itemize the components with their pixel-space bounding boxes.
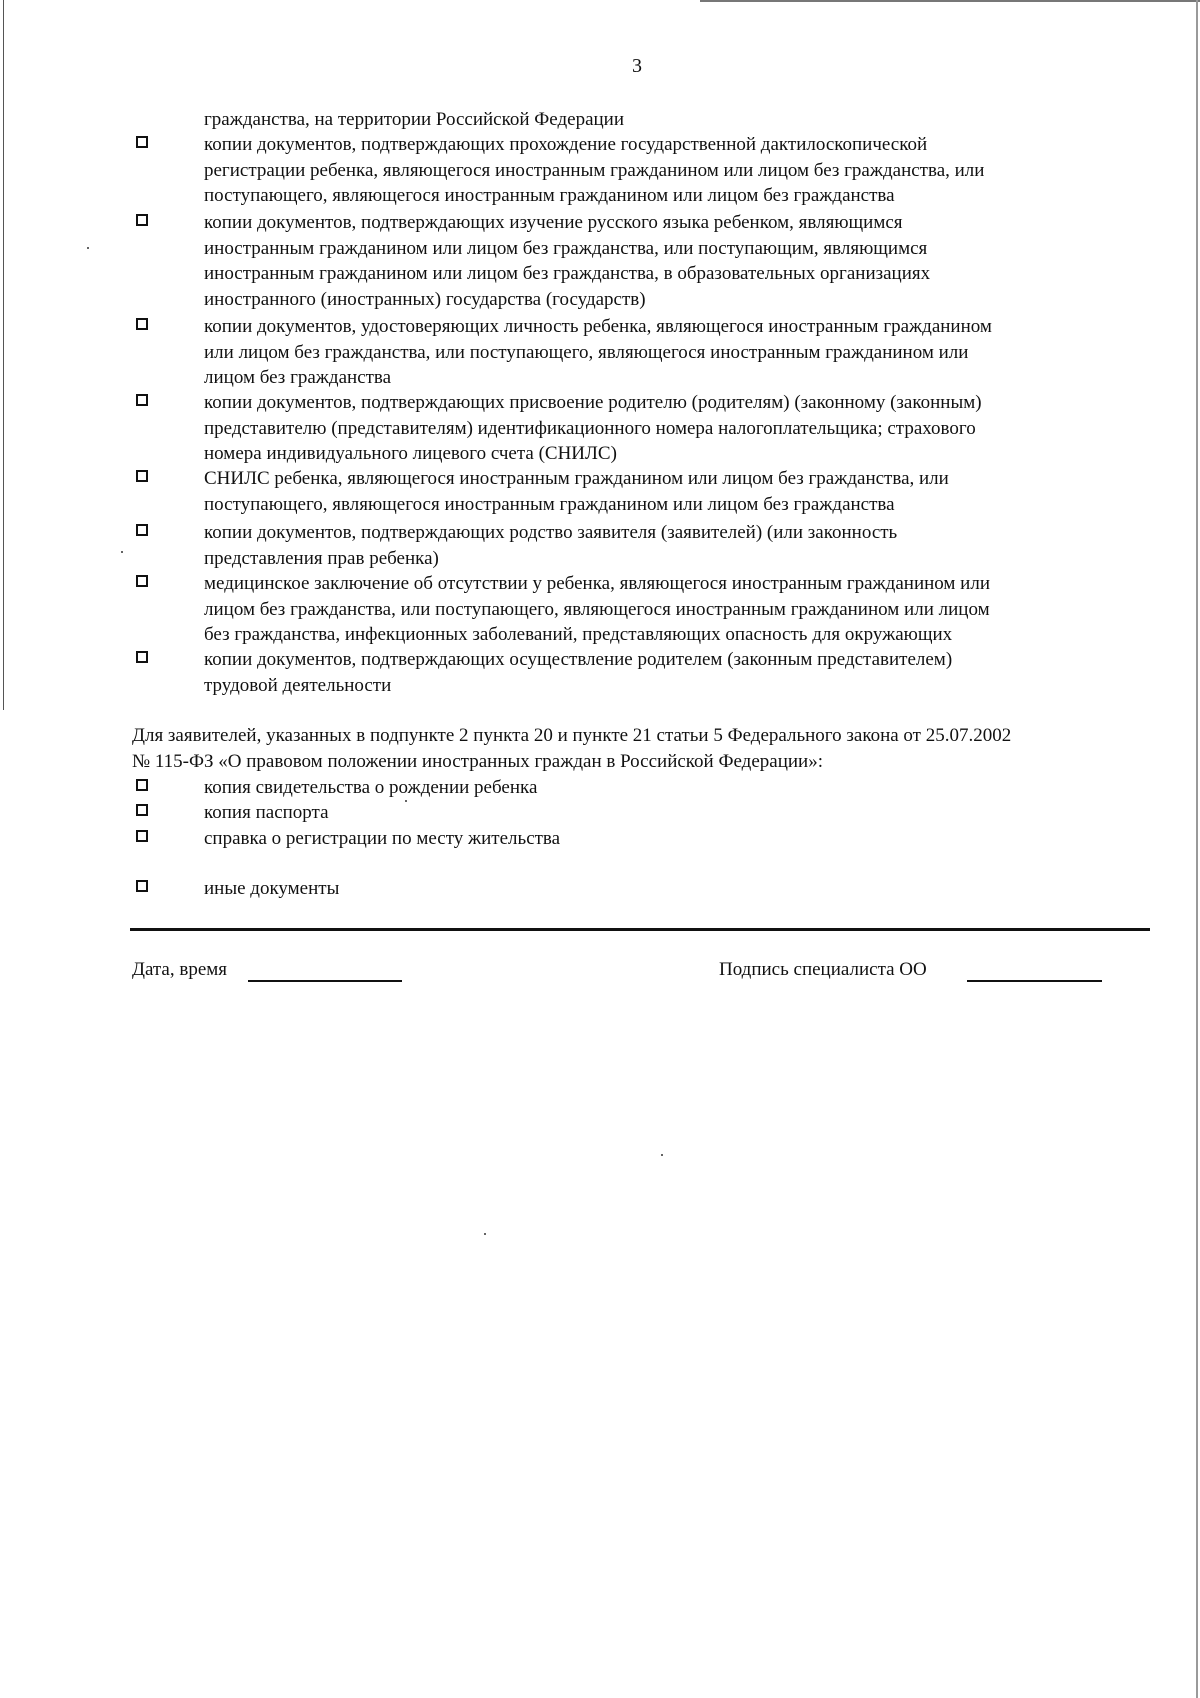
scan-speck bbox=[484, 1233, 486, 1235]
other-documents-label: иные документы bbox=[204, 878, 340, 899]
applicants-paragraph-line-2: № 115-ФЗ «О правовом положении иностранных граждан в Российской Федерации»: bbox=[132, 750, 823, 772]
item-2-line-3: иностранным гражданином или лицом без гражданства, в образовательных организациях bbox=[204, 263, 931, 285]
checkbox-birth-certificate[interactable] bbox=[136, 779, 148, 791]
item-5-line-2: поступающего, являющегося иностранным гражданином или лицом без гражданства bbox=[204, 493, 895, 515]
checkbox-russian-language-study[interactable] bbox=[136, 214, 148, 226]
item-7-line-2: лицом без гражданства, или поступающего, являющегося иностранным гражданином или лицом bbox=[204, 598, 990, 620]
scan-speck bbox=[405, 800, 407, 802]
item-1-line-2: регистрации ребенка, являющегося иностранным гражданином или лицом без гражданства, или bbox=[204, 159, 985, 181]
checkbox-residence-registration[interactable] bbox=[136, 830, 148, 842]
applicant-item-birth-certificate: копия свидетельства о рождении ребенка bbox=[204, 777, 538, 798]
applicants-paragraph-line-1: Для заявителей, указанных в подпункте 2 пункта 20 и пункте 21 статьи 5 Федерального закона от 25.07.2002 bbox=[132, 725, 1012, 746]
checkbox-medical-report[interactable] bbox=[136, 575, 148, 587]
specialist-signature-label: Подпись специалиста ОО bbox=[719, 959, 927, 980]
scan-top-edge bbox=[700, 0, 1200, 2]
item-5-line-1: СНИЛС ребенка, являющегося иностранным гражданином или лицом без гражданства, или bbox=[204, 468, 949, 489]
item-2-line-4: иностранного (иностранных) государства (государств) bbox=[204, 288, 646, 310]
scan-left-edge bbox=[3, 0, 4, 710]
checkbox-identity-documents[interactable] bbox=[136, 318, 148, 330]
specialist-signature-line[interactable] bbox=[967, 980, 1102, 982]
scan-speck bbox=[87, 247, 89, 249]
checkbox-fingerprint-registration[interactable] bbox=[136, 136, 148, 148]
item-4-line-3: номера индивидуального лицевого счета (СНИЛС) bbox=[204, 443, 617, 465]
checkbox-inn-snils-parents[interactable] bbox=[136, 394, 148, 406]
item-6-line-1: копии документов, подтверждающих родство заявителя (заявителей) (или законность bbox=[204, 522, 898, 543]
checkbox-passport[interactable] bbox=[136, 804, 148, 816]
section-divider bbox=[130, 928, 1150, 931]
item-7-line-1: медицинское заключение об отсутствии у ребенка, являющегося иностранным гражданином или bbox=[204, 573, 991, 594]
checkbox-kinship-documents[interactable] bbox=[136, 524, 148, 536]
page-number: 3 bbox=[632, 55, 642, 77]
item-3-line-2: или лицом без гражданства, или поступающего, являющегося иностранным гражданином или bbox=[204, 341, 969, 363]
checkbox-other-documents[interactable] bbox=[136, 880, 148, 892]
scan-speck bbox=[121, 551, 123, 553]
item-1-line-1: копии документов, подтверждающих прохождение государственной дактилоскопической bbox=[204, 134, 928, 155]
item-8-line-2: трудовой деятельности bbox=[204, 674, 392, 696]
item-3-line-3: лицом без гражданства bbox=[204, 367, 392, 389]
item-4-line-1: копии документов, подтверждающих присвоение родителю (родителям) (законному (законным) bbox=[204, 392, 982, 413]
date-time-input-line[interactable] bbox=[248, 980, 402, 982]
checkbox-employment-documents[interactable] bbox=[136, 651, 148, 663]
item-1-line-3: поступающего, являющегося иностранным гражданином или лицом без гражданства bbox=[204, 185, 895, 207]
applicant-item-passport: копия паспорта bbox=[204, 802, 329, 823]
item-8-line-1: копии документов, подтверждающих осуществление родителем (законным представителем) bbox=[204, 649, 953, 670]
checkbox-child-snils[interactable] bbox=[136, 470, 148, 482]
item-7-line-3: без гражданства, инфекционных заболеваний, представляющих опасность для окружающих bbox=[204, 624, 953, 646]
scan-right-edge bbox=[1196, 0, 1198, 1698]
date-time-label: Дата, время bbox=[132, 959, 228, 980]
item-2-line-1: копии документов, подтверждающих изучение русского языка ребенком, являющимся bbox=[204, 212, 903, 233]
item-3-line-1: копии документов, удостоверяющих личность ребенка, являющегося иностранным гражданином bbox=[204, 316, 992, 337]
item-4-line-2: представителю (представителям) идентификационного номера налогоплательщика; страхового bbox=[204, 417, 976, 439]
scan-speck bbox=[661, 1154, 663, 1156]
item-2-line-2: иностранным гражданином или лицом без гражданства, или поступающим, являющимся bbox=[204, 237, 928, 259]
list-continuation: гражданства, на территории Российской Федерации bbox=[204, 109, 625, 130]
item-6-line-2: представления прав ребенка) bbox=[204, 547, 439, 569]
applicant-item-residence-registration: справка о регистрации по месту жительства bbox=[204, 828, 561, 849]
